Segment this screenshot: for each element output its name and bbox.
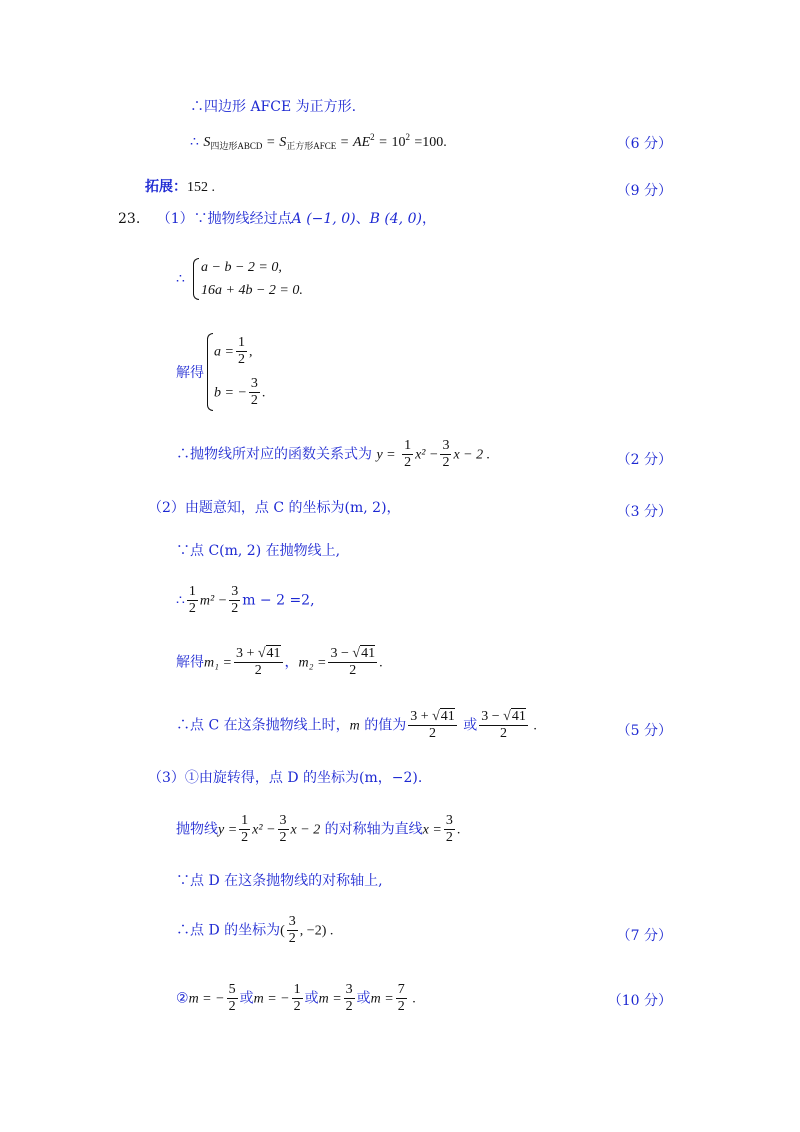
func-x2: x² − bbox=[415, 447, 439, 463]
part2-line4: 解得m₁ = $\frac{3 + √41}{2}$ ，m₂ = $\frac{3 - √41}{2}$ . bbox=[176, 646, 383, 679]
p3-l4-text: ∴点 D 的坐标为 bbox=[176, 922, 281, 939]
part3-line5 bbox=[176, 982, 416, 1015]
part3-line4 bbox=[176, 914, 333, 947]
ae-term: AE bbox=[353, 135, 371, 150]
p3-l5-f2-den: 2 bbox=[293, 999, 301, 1015]
p3-l5-f4-num: 7 bbox=[396, 982, 407, 999]
function-y: y = bbox=[376, 447, 396, 463]
question-number: 23. bbox=[118, 211, 141, 227]
area-sub1: 四边形ABCD bbox=[210, 141, 263, 151]
part2-line5: ∴点 C 在这条抛物线上时，m 的值为 $\frac{3 + √41}{2}$ 或 $\frac{3 - √41}{2}$ . bbox=[176, 709, 537, 742]
line-extension bbox=[145, 180, 215, 195]
score-3: （3 分） bbox=[616, 504, 672, 520]
p2-l4-f1-num-b: 41 bbox=[266, 646, 281, 661]
p3-l4-open: ( bbox=[280, 923, 285, 939]
p3-l5-m4: m = bbox=[370, 991, 394, 1007]
part2-line: （2）由题意知，点 C 的坐标为(m, 2)， bbox=[148, 500, 401, 516]
eq-1: = bbox=[266, 135, 275, 150]
score-10: （10 分） bbox=[607, 993, 672, 1009]
sol-b-num: 3 bbox=[249, 376, 260, 393]
func-f2-den: 2 bbox=[442, 455, 450, 471]
p2-l4-label: 解得 bbox=[176, 654, 204, 671]
therefore-symbol: ∴ bbox=[190, 134, 199, 150]
score-2: （2 分） bbox=[616, 452, 672, 468]
system-eq2: 16a + 4b − 2 = 0. bbox=[201, 283, 303, 298]
ten-sup: 2 bbox=[405, 132, 410, 142]
extension-label: 拓展： bbox=[145, 179, 187, 195]
p2-l5-mid: 的值为 bbox=[359, 717, 407, 734]
p3-l4-f-num: 3 bbox=[287, 914, 298, 931]
p2-l3-f1-den: 2 bbox=[188, 601, 196, 617]
p2-l4-f1-den: 2 bbox=[254, 663, 262, 679]
sol-b-lhs: b = − bbox=[214, 385, 247, 401]
q23-part1: （1）∵抛物线经过点 bbox=[156, 211, 292, 227]
p2-l5-text: ∴点 C 在这条抛物线上时， bbox=[176, 717, 350, 734]
p3-l2-text: 抛物线 bbox=[176, 821, 218, 838]
function-line bbox=[176, 438, 490, 471]
score-5: （5 分） bbox=[616, 723, 672, 739]
area-sub2: 正方形AFCE bbox=[286, 141, 337, 151]
system-brace bbox=[193, 258, 199, 300]
extension-value: 152 . bbox=[187, 180, 215, 195]
p2-l5-f2-num-b: 41 bbox=[511, 709, 526, 724]
p2-l5-f1-den: 2 bbox=[429, 726, 436, 742]
p2-l3-f1-num: 1 bbox=[187, 584, 198, 601]
func-f1-den: 2 bbox=[404, 455, 412, 471]
p3-l2-x2: x² − bbox=[252, 822, 276, 838]
part3-line1: （3）①由旋转得，点 D 的坐标为(m，−2). bbox=[148, 770, 423, 786]
q23-end: ， bbox=[421, 211, 436, 227]
sol-a-lhs: a = bbox=[214, 344, 234, 360]
p2-l3-f2-den: 2 bbox=[231, 601, 239, 617]
p3-l5-or1: 或 bbox=[239, 990, 254, 1007]
solution-a bbox=[214, 335, 252, 368]
p3-l2-f3-den: 2 bbox=[445, 830, 453, 846]
p3-l2-mid: 的对称轴为直线 bbox=[320, 821, 423, 838]
p3-l5-circle: ② bbox=[176, 990, 189, 1007]
p3-l5-f1-den: 2 bbox=[228, 999, 236, 1015]
sep: 、 bbox=[355, 211, 370, 227]
part2-line3 bbox=[176, 584, 315, 617]
p3-l5-end: . bbox=[408, 991, 416, 1007]
p2-l4-f1-num-a: 3 + bbox=[235, 646, 258, 661]
p3-l2-f1-num: 1 bbox=[239, 813, 250, 830]
function-text: ∴抛物线所对应的函数关系式为 bbox=[176, 446, 372, 463]
sol-a-den: 2 bbox=[237, 352, 245, 368]
p2-l5-or: 或 bbox=[458, 717, 478, 734]
solution-brace bbox=[207, 333, 213, 411]
p3-l2-f3-num: 3 bbox=[444, 813, 455, 830]
p2-l4-f2-num-a: 3 − bbox=[330, 646, 353, 661]
p3-l5-f3-den: 2 bbox=[345, 999, 353, 1015]
func-f1-num: 1 bbox=[402, 438, 413, 455]
solution-b bbox=[214, 376, 265, 409]
p2-l3-m2: m² − bbox=[199, 593, 228, 609]
p3-l5-or2: 或 bbox=[304, 990, 319, 1007]
p3-l4-close: , −2) . bbox=[299, 923, 334, 939]
point-b: B (4, 0) bbox=[369, 211, 422, 227]
area-s2: S bbox=[279, 135, 287, 150]
line-square: ∴四边形 AFCE 为正方形. bbox=[190, 99, 357, 115]
q23-line bbox=[118, 212, 436, 226]
p3-l2-tail: x − 2 bbox=[290, 822, 321, 838]
line-area bbox=[190, 133, 447, 151]
system-eq1: a − b − 2 = 0, bbox=[201, 260, 282, 275]
point-a: A (−1, 0) bbox=[291, 211, 356, 227]
p2-l3-f2-num: 3 bbox=[229, 584, 240, 601]
p3-l2-x: x = bbox=[422, 822, 442, 838]
p2-l4-end: . bbox=[379, 655, 383, 671]
p3-l2-f2-num: 3 bbox=[278, 813, 289, 830]
ten-term: 10 bbox=[391, 135, 406, 150]
p3-l5-f3-num: 3 bbox=[344, 982, 355, 999]
p3-l2-f1-den: 2 bbox=[241, 830, 249, 846]
p2-l3-therefore: ∴ bbox=[176, 592, 185, 609]
p2-l4-sep: ， bbox=[284, 654, 299, 671]
p3-l2-end: . bbox=[456, 822, 461, 838]
eq-2: = bbox=[340, 135, 349, 150]
sol-b-end: . bbox=[261, 385, 266, 401]
p2-l4-f2-num-b: 41 bbox=[361, 646, 376, 661]
solve-label: 解得 bbox=[176, 365, 204, 381]
p3-l5-f1-num: 5 bbox=[227, 982, 238, 999]
p3-l5-f4-den: 2 bbox=[397, 999, 405, 1015]
sol-a-num: 1 bbox=[236, 335, 247, 352]
p3-l5-f2-num: 1 bbox=[292, 982, 303, 999]
part3-line2 bbox=[176, 813, 460, 846]
func-tail: x − 2 . bbox=[453, 447, 491, 463]
p2-l5-f2-den: 2 bbox=[500, 726, 508, 742]
eq-3: = bbox=[379, 135, 387, 150]
area-s1: S bbox=[203, 135, 211, 150]
func-f2-num: 3 bbox=[440, 438, 451, 455]
p2-l5-f2-num-a: 3 − bbox=[481, 709, 504, 724]
system-therefore: ∴ bbox=[176, 271, 185, 287]
p2-l5-f1-num-b: 41 bbox=[440, 709, 455, 724]
part3-line3: ∵点 D 在这条抛物线的对称轴上, bbox=[176, 873, 383, 889]
p3-l2-f2-den: 2 bbox=[279, 830, 287, 846]
p3-l4-f-den: 2 bbox=[288, 931, 296, 947]
score-9: （9 分） bbox=[616, 183, 672, 199]
part2-line2: ∵点 C(m, 2) 在抛物线上, bbox=[176, 543, 341, 559]
p3-l5-m3: m = bbox=[318, 991, 342, 1007]
sol-b-den: 2 bbox=[250, 393, 258, 409]
p2-l4-f2-den: 2 bbox=[349, 663, 357, 679]
p2-l4-m2: m₂ = bbox=[298, 655, 327, 671]
score-7: （7 分） bbox=[616, 928, 672, 944]
p2-l5-end: . bbox=[529, 718, 537, 734]
p3-l5-m2: m = − bbox=[253, 991, 290, 1007]
p2-l5-f1-num-a: 3 + bbox=[410, 709, 433, 724]
sol-a-end: , bbox=[248, 344, 253, 360]
score-6: （6 分） bbox=[616, 136, 672, 152]
p3-l2-y: y = bbox=[218, 822, 238, 838]
p3-l5-or3: 或 bbox=[356, 990, 371, 1007]
p2-l5-m: m bbox=[349, 718, 360, 734]
area-result: =100. bbox=[414, 135, 447, 150]
ae-sup: 2 bbox=[370, 132, 375, 142]
p2-l3-tail: m − 2 =2, bbox=[242, 592, 315, 609]
p3-l5-m1: m = − bbox=[188, 991, 225, 1007]
p2-l4-m1: m₁ = bbox=[204, 655, 232, 671]
